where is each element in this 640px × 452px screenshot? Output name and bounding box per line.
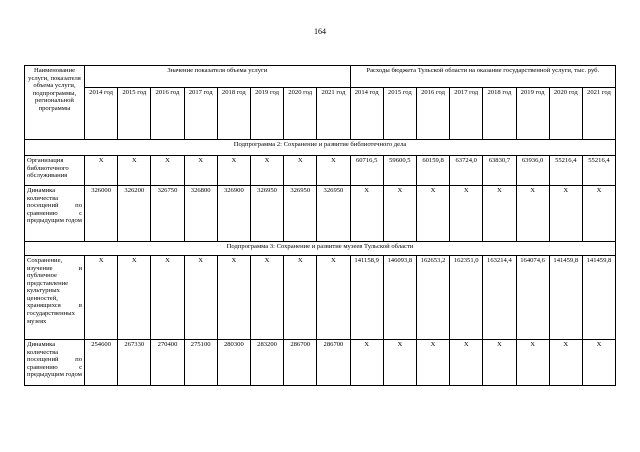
- year-header: 2020 год: [284, 88, 317, 140]
- volume-value-cell: X: [151, 256, 184, 340]
- row-name: Динамика количества посещений по сравнению с предыдущим годом: [25, 186, 85, 242]
- year-header: 2016 год: [151, 88, 184, 140]
- year-header: 2019 год: [250, 88, 283, 140]
- volume-value-cell: X: [217, 156, 250, 186]
- volume-value-cell: 326750: [151, 186, 184, 242]
- expense-value-cell: 162653,2: [416, 256, 449, 340]
- volume-value-cell: X: [85, 256, 118, 340]
- volume-value-cell: 286700: [317, 340, 350, 386]
- year-header: 2021 год: [317, 88, 350, 140]
- expense-value-cell: 141158,9: [350, 256, 383, 340]
- year-header: 2017 год: [184, 88, 217, 140]
- services-table: [24, 65, 616, 386]
- header-name-column: Наименование услуги, показателя объема услуги, подпрограммы, региональной программы: [25, 66, 85, 140]
- volume-value-cell: 326950: [250, 186, 283, 242]
- row-name: Динамика количества посещений по сравнению с предыдущим годом: [25, 340, 85, 386]
- expense-value-cell: 55216,4: [549, 156, 582, 186]
- year-header: 2020 год: [549, 88, 582, 140]
- volume-value-cell: X: [250, 156, 283, 186]
- section-title: Подпрограмма 3: Сохранение и развитие музеев Тульской области: [25, 242, 616, 256]
- volume-value-cell: X: [317, 256, 350, 340]
- expense-value-cell: X: [450, 186, 483, 242]
- volume-value-cell: X: [118, 156, 151, 186]
- expense-value-cell: X: [516, 186, 549, 242]
- volume-value-cell: 326800: [184, 186, 217, 242]
- table-row: [25, 340, 616, 386]
- volume-value-cell: 283200: [250, 340, 283, 386]
- volume-value-cell: 267330: [118, 340, 151, 386]
- expense-value-cell: X: [450, 340, 483, 386]
- expense-value-cell: 141459,8: [582, 256, 615, 340]
- expense-value-cell: X: [549, 340, 582, 386]
- expense-value-cell: X: [383, 186, 416, 242]
- volume-value-cell: X: [284, 256, 317, 340]
- table-row: [25, 186, 616, 242]
- expense-value-cell: 141459,8: [549, 256, 582, 340]
- volume-value-cell: 326000: [85, 186, 118, 242]
- expense-value-cell: X: [383, 340, 416, 386]
- page-number: 164: [314, 27, 326, 36]
- volume-value-cell: X: [151, 156, 184, 186]
- expense-value-cell: 63830,7: [483, 156, 516, 186]
- table-body: [25, 140, 616, 386]
- expense-value-cell: 60716,5: [350, 156, 383, 186]
- year-header: 2019 год: [516, 88, 549, 140]
- expense-value-cell: X: [416, 340, 449, 386]
- year-header: 2015 год: [383, 88, 416, 140]
- section-header-row: [25, 140, 616, 156]
- volume-value-cell: 275100: [184, 340, 217, 386]
- header-expenses-group: Расходы бюджета Тульской области на оказание государственной услуги, тыс. руб.: [350, 66, 616, 88]
- section-header-row: [25, 242, 616, 256]
- row-name: Организация библиотечного обслуживания: [25, 156, 85, 186]
- volume-value-cell: X: [250, 256, 283, 340]
- volume-value-cell: X: [284, 156, 317, 186]
- expense-value-cell: 60159,8: [416, 156, 449, 186]
- year-header: 2021 год: [582, 88, 615, 140]
- expense-value-cell: 162351,0: [450, 256, 483, 340]
- volume-value-cell: X: [85, 156, 118, 186]
- year-header: 2014 год: [85, 88, 118, 140]
- volume-value-cell: X: [118, 256, 151, 340]
- volume-value-cell: 270400: [151, 340, 184, 386]
- volume-value-cell: 254600: [85, 340, 118, 386]
- expense-value-cell: 163214,4: [483, 256, 516, 340]
- year-header: 2018 год: [483, 88, 516, 140]
- volume-value-cell: 286700: [284, 340, 317, 386]
- table-row: [25, 256, 616, 340]
- volume-value-cell: 326200: [118, 186, 151, 242]
- expense-value-cell: X: [483, 186, 516, 242]
- expense-value-cell: X: [350, 186, 383, 242]
- volume-value-cell: X: [184, 156, 217, 186]
- volume-value-cell: X: [217, 256, 250, 340]
- expense-value-cell: X: [582, 340, 615, 386]
- row-name: Сохранение, изучение и публичное представление культурных ценностей, хранящихся в государственных музеях: [25, 256, 85, 340]
- table-row: [25, 156, 616, 186]
- expense-value-cell: 55216,4: [582, 156, 615, 186]
- expense-value-cell: X: [582, 186, 615, 242]
- volume-value-cell: 280300: [217, 340, 250, 386]
- expense-value-cell: X: [416, 186, 449, 242]
- expense-value-cell: 59600,5: [383, 156, 416, 186]
- volume-value-cell: 326950: [284, 186, 317, 242]
- volume-value-cell: X: [184, 256, 217, 340]
- section-title: Подпрограмма 2: Сохранение и развитие библиотечного дела: [25, 140, 616, 156]
- year-header: 2015 год: [118, 88, 151, 140]
- expense-value-cell: 164074,6: [516, 256, 549, 340]
- year-header: 2017 год: [450, 88, 483, 140]
- expense-value-cell: X: [549, 186, 582, 242]
- expense-value-cell: X: [483, 340, 516, 386]
- volume-value-cell: 326900: [217, 186, 250, 242]
- year-header: 2016 год: [416, 88, 449, 140]
- expense-value-cell: 63936,0: [516, 156, 549, 186]
- expense-value-cell: X: [516, 340, 549, 386]
- expense-value-cell: 146093,8: [383, 256, 416, 340]
- volume-value-cell: X: [317, 156, 350, 186]
- year-header: 2014 год: [350, 88, 383, 140]
- expense-value-cell: 63724,0: [450, 156, 483, 186]
- expense-value-cell: X: [350, 340, 383, 386]
- header-volume-group: Значение показателя объема услуги: [85, 66, 351, 88]
- header-row-years: [25, 88, 616, 140]
- volume-value-cell: 326950: [317, 186, 350, 242]
- year-header: 2018 год: [217, 88, 250, 140]
- header-row-groups: [25, 66, 616, 88]
